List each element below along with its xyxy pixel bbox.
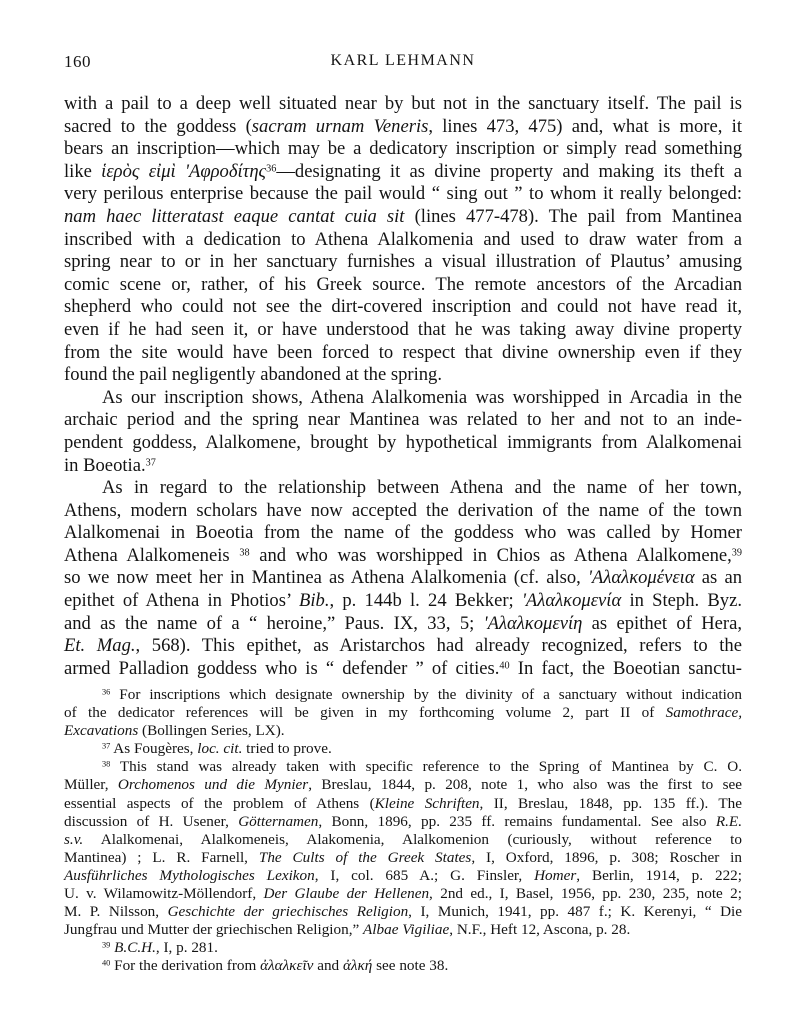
- footnotes-line: [64, 704, 742, 722]
- footnotes-line: [64, 795, 742, 813]
- italic-text: 'Αλαλκομένεια: [588, 567, 695, 589]
- body-line: [64, 567, 742, 590]
- footnotes: [64, 686, 742, 976]
- footnote-ref: 37: [145, 456, 156, 468]
- footnotes-line: [64, 686, 742, 704]
- text-run: Jungfrau und Mutter der griechischen Religion,”: [64, 921, 364, 939]
- italic-text: The Cults of the Greek States: [258, 848, 472, 866]
- footnotes-line: [64, 722, 742, 740]
- text-run: shepherd who could not see the dirt-covered inscription and could not have read it,: [64, 296, 742, 318]
- text-run: , Breslau, 1844, p. 208, note 1, who also was the first to see: [308, 776, 742, 794]
- footnote-ref: 40: [499, 660, 510, 672]
- italic-text: Samothrace,: [665, 704, 742, 722]
- body-line: [64, 477, 742, 500]
- body-line: [64, 409, 742, 432]
- text-run: , 568). This epithet, as Aristarchos had already recognized, refers to the: [135, 635, 742, 657]
- text-run: , Bonn, 1896, pp. 235 ff. remains fundamental. See also: [318, 812, 716, 830]
- text-run: spring near to or in her sanctuary furnishes a visual illustration of Plautus’ amusing: [64, 251, 742, 273]
- text-run: For the derivation from: [110, 957, 261, 975]
- text-run: tried to prove.: [242, 740, 332, 758]
- italic-text: Albae Vigiliae: [363, 921, 450, 939]
- body-line: [64, 319, 742, 342]
- text-run: pendent goddess, Alalkomene, brought by hypothetical immigrants from Alalkomenai: [64, 431, 742, 453]
- body-line: [64, 522, 742, 545]
- footnotes-line: [64, 867, 742, 885]
- italic-text: Orchomenos und die Mynier: [117, 776, 309, 794]
- text-run: comic scene or, rather, of his Greek source. The remote ancestors of the Arcadian: [64, 273, 742, 295]
- italic-text: Homer: [534, 866, 577, 884]
- text-run: Mantinea) ; L. R. Farnell,: [64, 848, 259, 866]
- italic-text: Götternamen: [238, 812, 319, 830]
- italic-text: ἱερὸς εἰμὶ: [101, 160, 176, 182]
- italic-text: nam haec litteratast eaque cantat cuia sit: [64, 205, 405, 227]
- text-run: found the pail negligently abandoned at the spring.: [64, 364, 442, 386]
- text-run: bears an inscription—which may be a dedicatory inscription or simply read something: [64, 138, 742, 160]
- footnote-ref: 36: [266, 163, 277, 175]
- text-run: and: [313, 957, 343, 975]
- footnotes-line: [64, 939, 742, 957]
- text-run: , Berlin, 1914, p. 222;: [576, 866, 742, 884]
- text-run: essential aspects of the problem of Athens (: [64, 794, 375, 812]
- body-line: [64, 229, 742, 252]
- footnotes-line: [64, 957, 742, 975]
- body-text: [64, 93, 742, 680]
- italic-text: Kleine Schriften: [374, 794, 480, 812]
- text-run: , II, Breslau, 1848, pp. 135 ff.). The: [479, 794, 742, 812]
- footnote-ref: 38: [239, 547, 250, 559]
- body-line: [64, 635, 742, 658]
- body-line: [64, 183, 742, 206]
- italic-text: Geschichte der griechisches Religion: [167, 903, 409, 921]
- text-run: with a pail to a deep well situated near by but not in the sanctuary itself. The pail is: [64, 93, 742, 114]
- italic-text: Excavations: [64, 722, 139, 740]
- body-line: [64, 206, 742, 229]
- italic-text: Ausführliches Mythologisches Lexikon: [64, 866, 315, 884]
- text-run: as epithet of Hera,: [582, 612, 742, 634]
- body-line: [64, 613, 742, 636]
- text-run: M. P. Nilsson,: [64, 903, 168, 921]
- body-line: [64, 93, 742, 116]
- text-run: As Fougères,: [110, 740, 198, 758]
- text-run: from the site would have been forced to respect that divine ownership even if they: [64, 341, 742, 363]
- text-run: For inscriptions which designate ownership by the divinity of a sanctuary without indication: [110, 686, 742, 703]
- text-run: epithet of Athena in Photios’: [64, 590, 299, 612]
- text-run: , lines 473, 475) and, what is more, it: [428, 115, 742, 137]
- text-run: archaic period and the spring near Mantinea was related to her and not to an inde-: [64, 409, 742, 431]
- footnotes-line: [64, 849, 742, 867]
- body-line: [64, 251, 742, 274]
- text-run: of the dedicator references will be given in my forthcoming volume 2, part II of: [64, 704, 666, 722]
- footnotes-line: [64, 903, 742, 921]
- italic-text: B.C.H.: [114, 939, 156, 957]
- body-line: [64, 296, 742, 319]
- italic-text: Et. Mag.: [64, 635, 136, 657]
- footnote-ref: 39: [731, 547, 742, 559]
- text-run: in Steph. Byz.: [621, 590, 742, 612]
- text-run: even if he had seen it, or have understood that he was taking away divine property: [64, 318, 742, 340]
- text-run: This stand was already taken with specific reference to the Spring of Mantinea by C. O.: [110, 758, 742, 776]
- body-line: [64, 274, 742, 297]
- italic-text: 'Αλαλκομενίη: [483, 612, 583, 634]
- body-line: [64, 161, 742, 184]
- footnote-ref: 39: [102, 940, 111, 950]
- text-run: and who was worshipped in Chios as Athena Alalkomene,: [249, 544, 732, 566]
- text-run: so we now meet her in Mantinea as Athena Alalkomenia (cf. also,: [64, 567, 588, 589]
- running-title: KARL LEHMANN: [330, 52, 476, 69]
- body-line: [64, 545, 742, 568]
- text-run: Alalkomenai, Alalkomeneis, Alakomenia, Alalkomenion (curiously, without reference to: [83, 830, 742, 848]
- text-run: very perilous enterprise because the pail would “ sing out ” to whom it really belonged:: [64, 183, 742, 205]
- body-line: [64, 590, 742, 613]
- italic-text: 'Αφροδίτης: [185, 160, 267, 182]
- body-line: [64, 364, 742, 387]
- text-run: , I, Oxford, 1896, p. 308; Roscher in: [471, 848, 742, 866]
- text-run: (lines 477-478). The pail from Mantinea: [404, 205, 743, 227]
- italic-text: ἀλκή: [342, 957, 373, 975]
- text-run: , N.F., Heft 12, Ascona, p. 28.: [449, 921, 631, 939]
- italic-text: R.E.: [715, 812, 742, 830]
- text-run: As our inscription shows, Athena Alalkomenia was worshipped in Arcadia in the: [102, 386, 742, 408]
- body-line: [64, 455, 742, 478]
- text-run: in Boeotia.: [64, 454, 146, 476]
- text-run: armed Palladion goddess who is “ defender ” of cities.: [64, 657, 500, 679]
- text-run: Müller,: [64, 776, 118, 794]
- footnotes-line: [64, 776, 742, 794]
- footnote-ref: 40: [102, 958, 111, 968]
- text-run: (Bollingen Series, LX).: [138, 722, 285, 740]
- page-number: 160: [64, 52, 91, 71]
- body-line: [64, 658, 742, 681]
- footnote-ref: 36: [102, 687, 111, 697]
- text-run: inscribed with a dedication to Athena Alalkomenia and used to draw water from a: [64, 228, 742, 250]
- text-run: U. v. Wilamowitz-Möllendorf,: [64, 885, 264, 903]
- text-run: like: [64, 160, 102, 182]
- footnotes-line: [64, 740, 742, 758]
- text-run: , I, col. 685 A.; G. Finsler,: [314, 866, 535, 884]
- italic-text: loc. cit.: [197, 740, 243, 758]
- footnotes-line: [64, 885, 742, 903]
- footnotes-line: [64, 758, 742, 776]
- text-run: [176, 161, 185, 182]
- text-run: see note 38.: [372, 957, 449, 975]
- page-header: [64, 52, 742, 76]
- footnotes-line: [64, 921, 742, 939]
- footnote-ref: 38: [102, 759, 111, 769]
- text-run: Alalkomenai in Boeotia from the name of the goddess who was called by Homer: [64, 522, 742, 544]
- text-run: discussion of H. Usener,: [64, 812, 239, 830]
- text-run: and as the name of a “ heroine,” Paus. IX, 33, 5;: [64, 612, 484, 634]
- text-run: , 2nd ed., I, Basel, 1956, pp. 230, 235, note 2;: [429, 885, 742, 903]
- text-run: as an: [694, 567, 742, 589]
- italic-text: s.v.: [64, 830, 84, 848]
- body-line: [64, 138, 742, 161]
- footnote-ref: 37: [102, 741, 111, 751]
- footnotes-line: [64, 831, 742, 849]
- text-run: , p. 144b l. 24 Bekker;: [329, 590, 522, 612]
- italic-text: ἀλαλκεῖν: [260, 957, 314, 975]
- body-line: [64, 432, 742, 455]
- text-run: , I, Munich, 1941, pp. 487 f.; K. Kerenyi, “ Die: [408, 903, 743, 921]
- text-run: As in regard to the relationship between Athena and the name of her town,: [102, 477, 742, 499]
- text-run: —designating it as divine property and making its theft a: [276, 160, 743, 182]
- text-run: Athena Alalkomeneis: [64, 544, 240, 566]
- body-line: [64, 500, 742, 523]
- body-line: [64, 342, 742, 365]
- body-line: [64, 387, 742, 410]
- footnotes-line: [64, 813, 742, 831]
- text-run: sacred to the goddess (: [64, 115, 252, 137]
- text-run: Athens, modern scholars have now accepted the derivation of the name of the town: [64, 499, 742, 521]
- text-run: In fact, the Boeotian sanctu-: [509, 657, 742, 679]
- body-line: [64, 116, 742, 139]
- italic-text: 'Αλαλκομενία: [521, 590, 622, 612]
- italic-text: Der Glaube der Hellenen: [263, 885, 430, 903]
- italic-text: Bib.: [299, 590, 330, 612]
- italic-text: sacram urnam Veneris: [251, 115, 429, 137]
- text-run: , I, p. 281.: [155, 939, 218, 957]
